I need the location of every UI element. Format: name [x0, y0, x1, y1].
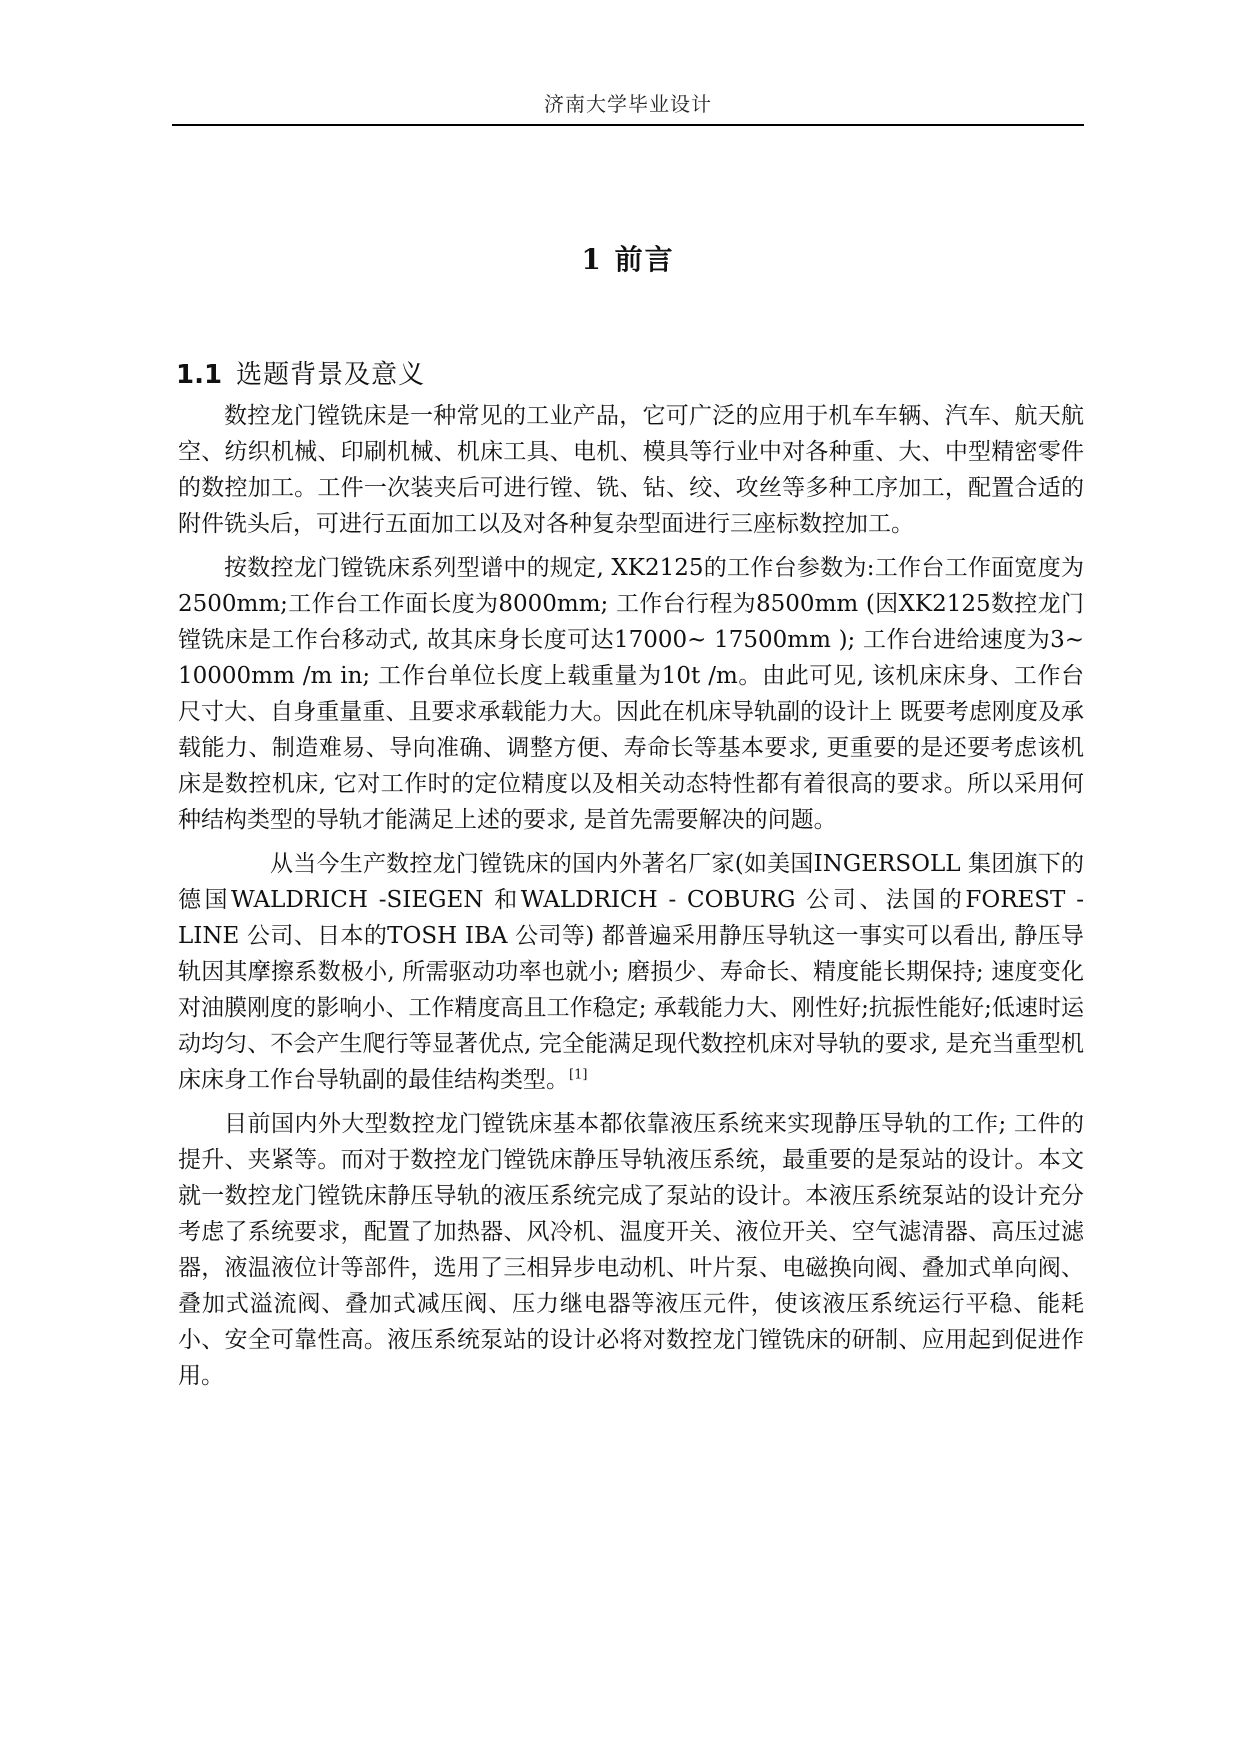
running-header: 济南大学毕业设计: [544, 92, 712, 116]
section-heading: [176, 354, 425, 391]
body-text: [178, 398, 1084, 1402]
paragraph: 数控龙门镗铣床是一种常见的工业产品，它可广泛的应用于机车车辆、汽车、航天航空、纺织机械、印刷机械、机床工具、电机、模具等行业中对各种重、大、中型精密零件的数控加工。工件一次装夹后可进行镗、铣、钻、绞、攻丝等多种工序加工，配置合适的附件铣头后，可进行五面加工以及对各种复杂型面进行三座标数控加工。: [178, 403, 1084, 537]
section-name: 选题背景及意义: [236, 360, 426, 390]
paragraph: [178, 846, 1084, 1098]
paragraph-text: 从当今生产数控龙门镗铣床的国内外著名厂家(如美国INGERSOLL 集团旗下的德国WALDRICH -SIEGEN 和WALDRICH - COBURG 公司、法国的FOREST - LINE 公司、日本的TOSH IBA 公司等) 都普遍采用静压导轨这一事实可以看出, 静压导轨因其摩擦系数极小, 所需驱动功率也就小; 磨损少、寿命长、精度能长期保持; 速度变化对油膜刚度的影响小、工作精度高且工作稳定; 承载能力大、刚性好;抗振性能好;低速时运动均匀、不会产生爬行等显著优点, 完全能满足现代数控机床对导轨的要求, 是充当重型机床床身工作台导轨副的最佳结构类型。: [178, 851, 1084, 1093]
chapter-name: 前言: [614, 243, 675, 276]
paragraph: 按数控龙门镗铣床系列型谱中的规定, XK2125的工作台参数为:工作台工作面宽度为2500mm;工作台工作面长度为8000mm; 工作台行程为8500mm (因XK2125数控龙门镗铣床是工作台移动式, 故其床身长度可达17000~ 17500mm ); 工作台进给速度为3~ 10000mm /m in; 工作台单位长度上载重量为10t /m。由此可见, 该机床床身、工作台尺寸大、自身重量重、且要求承载能力大。因此在机床导轨副的设计上 既要考虑刚度及承载能力、制造难易、导向准确、调整方便、寿命长等基本要求, 更重要的是还要考虑该机床是数控机床, 它对工作时的定位精度以及相关动态特性都有着很高的要求。所以采用何种结构类型的导轨才能满足上述的要求, 是首先需要解决的问题。: [178, 555, 1084, 833]
paragraph: 目前国内外大型数控龙门镗铣床基本都依靠液压系统来实现静压导轨的工作; 工件的提升、夹紧等。而对于数控龙门镗铣床静压导轨液压系统，最重要的是泵站的设计。本文就一数控龙门镗铣床静压导轨的液压系统完成了泵站的设计。本液压系统泵站的设计充分考虑了系统要求，配置了加热器、风冷机、温度开关、液位开关、空气滤清器、高压过滤器，液温液位计等部件，选用了三相异步电动机、叶片泵、电磁换向阀、叠加式单向阀、叠加式溢流阀、叠加式减压阀、压力继电器等液压元件，使该液压系统运行平稳、能耗小、安全可靠性高。液压系统泵站的设计必将对数控龙门镗铣床的研制、应用起到促进作用。: [178, 1111, 1084, 1389]
chapter-title: [172, 238, 1084, 278]
header-rule: [172, 124, 1084, 126]
chapter-number: 1: [581, 243, 603, 276]
section-number: 1.1: [176, 360, 223, 390]
citation-marker: [1]: [569, 1067, 588, 1083]
